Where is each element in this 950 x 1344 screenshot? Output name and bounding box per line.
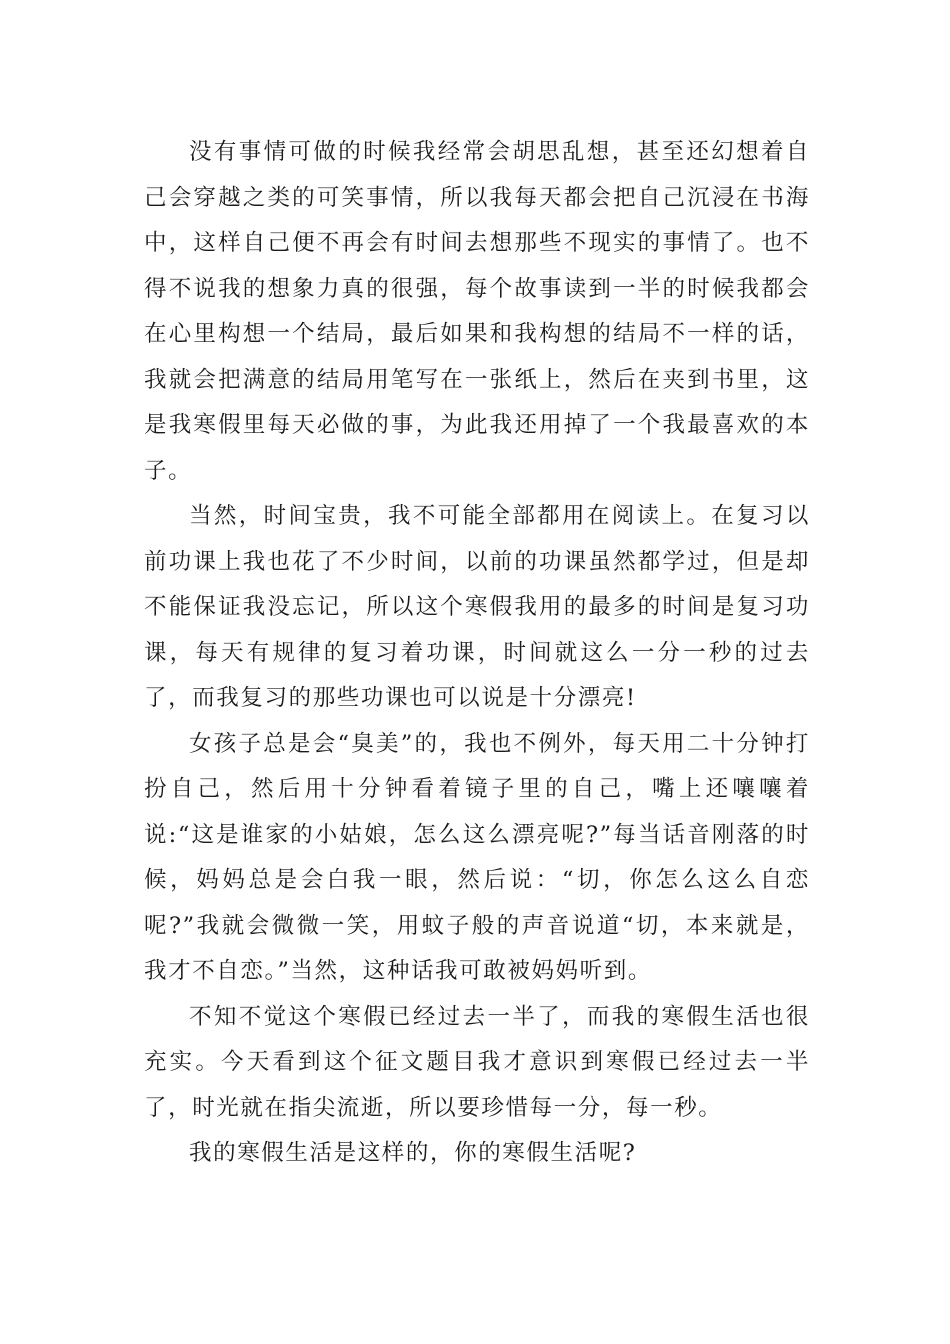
document-body <box>144 130 810 1177</box>
paragraph-3: 女孩子总是会“臭美”的，我也不例外，每天用二十分钟打扮自己，然后用十分钟看着镜子里的自己，嘴上还嚷嚷着说:“这是谁家的小姑娘，怎么这么漂亮呢?”每当话音刚落的时候，妈妈总是会白我一眼，然后说：“切，你怎么这么自恋呢?”我就会微微一笑，用蚊子般的声音说道“切，本来就是，我才不自恋。”当然，这种话我可敢被妈妈听到。 <box>144 730 810 984</box>
paragraph-4: 不知不觉这个寒假已经过去一半了，而我的寒假生活也很充实。今天看到这个征文题目我才意识到寒假已经过去一半了，时光就在指尖流逝，所以要珍惜每一分，每一秒。 <box>144 1003 810 1121</box>
paragraph-1: 没有事情可做的时候我经常会胡思乱想，甚至还幻想着自己会穿越之类的可笑事情，所以我每天都会把自己沉浸在书海中，这样自己便不再会有时间去想那些不现实的事情了。也不得不说我的想象力真的很强，每个故事读到一半的时候我都会在心里构想一个结局，最后如果和我构想的结局不一样的话，我就会把满意的结局用笔写在一张纸上，然后在夹到书里，这是我寒假里每天必做的事，为此我还用掉了一个我最喜欢的本子。 <box>144 139 810 484</box>
paragraph-5: 我的寒假生活是这样的，你的寒假生活呢? <box>189 1140 637 1166</box>
paragraph-2: 当然，时间宝贵，我不可能全部都用在阅读上。在复习以前功课上我也花了不少时间，以前的功课虽然都学过，但是却不能保证我没忘记，所以这个寒假我用的最多的时间是复习功课，每天有规律的复习着功课，时间就这么一分一秒的过去了，而我复习的那些功课也可以说是十分漂亮! <box>144 503 810 711</box>
